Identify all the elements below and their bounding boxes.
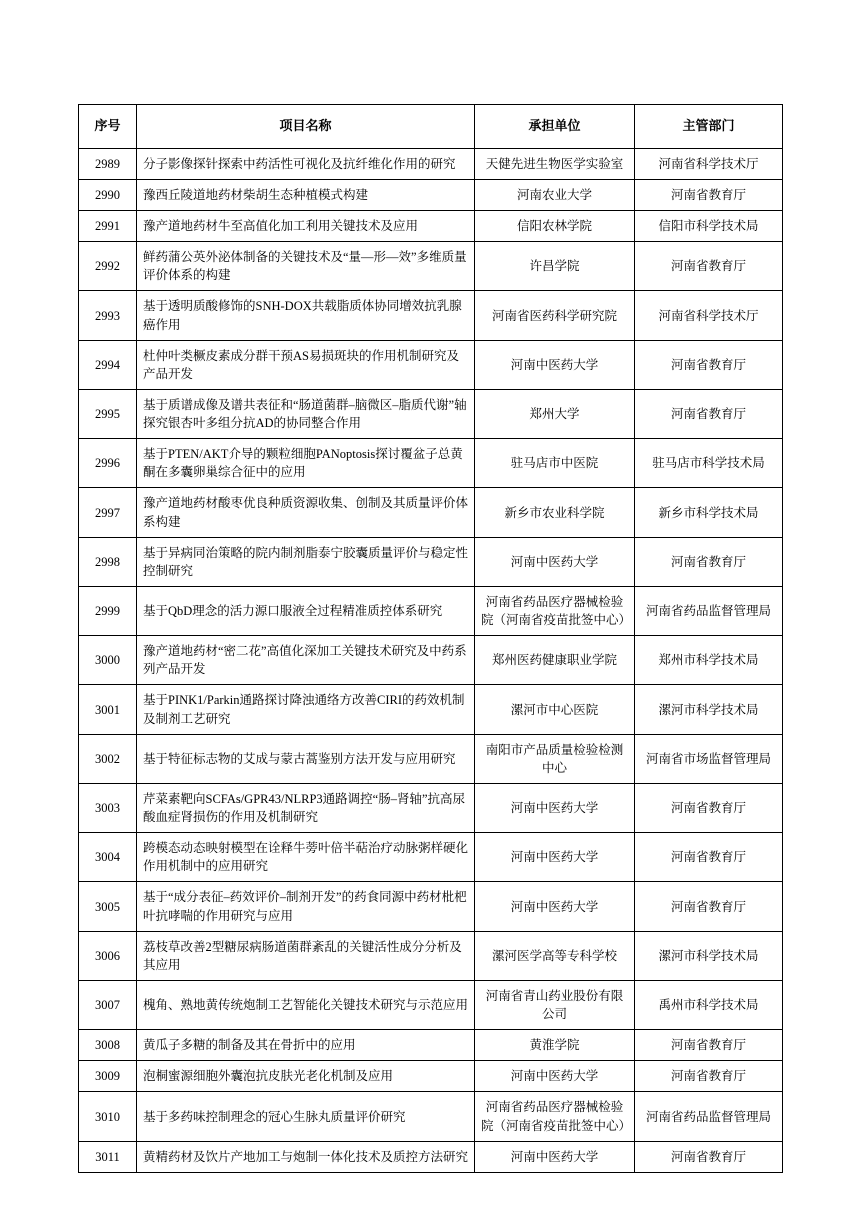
cell-no-text: 3003 — [95, 801, 120, 816]
cell-supervising-department-text: 郑州市科学技术局 — [658, 653, 759, 668]
cell-project-name — [137, 586, 475, 635]
cell-no-text: 2997 — [95, 505, 120, 520]
cell-no-text: 2993 — [95, 308, 120, 323]
cell-no-text: 2990 — [95, 187, 120, 202]
cell-supervising-department-text: 河南省教育厅 — [670, 357, 746, 372]
cell-no-text: 2992 — [95, 259, 120, 274]
cell-undertaking-unit-text: 新乡市农业科学院 — [504, 505, 605, 520]
cell-undertaking-unit — [475, 439, 635, 488]
cell-undertaking-unit-text: 漯河医学高等专科学校 — [491, 948, 617, 963]
table-row — [79, 734, 783, 783]
cell-project-name-text: 豫西丘陵道地药材柴胡生态种植模式构建 — [143, 187, 369, 202]
cell-undertaking-unit — [475, 1141, 635, 1172]
cell-supervising-department-text: 河南省教育厅 — [670, 1149, 746, 1164]
cell-project-name-text: 杜仲叶类橛皮素成分群干预AS易损斑块的作用机制研究及产品开发 — [143, 348, 459, 381]
cell-project-name — [137, 1141, 475, 1172]
cell-no — [79, 636, 137, 685]
cell-supervising-department-text: 河南省教育厅 — [670, 850, 746, 865]
cell-undertaking-unit-text: 河南中医药大学 — [510, 801, 599, 816]
cell-undertaking-unit — [475, 211, 635, 242]
column-header-no: 序号 — [79, 105, 137, 149]
cell-supervising-department — [635, 242, 783, 291]
cell-project-name — [137, 1030, 475, 1061]
cell-project-name-text: 分子影像探针探索中药活性可视化及抗纤维化作用的研究 — [143, 156, 456, 171]
cell-project-name — [137, 211, 475, 242]
cell-supervising-department-text: 河南省教育厅 — [670, 259, 746, 274]
cell-no — [79, 242, 137, 291]
cell-no — [79, 1141, 137, 1172]
cell-supervising-department-text: 河南省药品监督管理局 — [645, 1109, 771, 1124]
table-header-row — [79, 105, 783, 149]
cell-project-name — [137, 389, 475, 438]
cell-project-name-text: 鲜药蒲公英外泌体制备的关键技术及“量—形—效”多维质量评价体系的构建 — [143, 250, 467, 283]
cell-undertaking-unit — [475, 148, 635, 179]
cell-undertaking-unit-text: 黄淮学院 — [529, 1038, 580, 1053]
cell-project-name-text: 基于质谱成像及谱共表征和“肠道菌群–脑微区–脂质代谢”轴探究银杏叶多组分抗AD的协同整合作用 — [143, 397, 467, 431]
cell-project-name — [137, 179, 475, 210]
cell-supervising-department — [635, 439, 783, 488]
cell-no-text: 2994 — [95, 357, 120, 372]
cell-undertaking-unit-text: 南阳市产品质量检验检测中心 — [485, 742, 624, 775]
cell-project-name-text: 黄精药材及饮片产地加工与炮制一体化技术及质控方法研究 — [143, 1149, 469, 1164]
cell-project-name — [137, 537, 475, 586]
cell-project-name-text: 黄瓜子多糖的制备及其在骨折中的应用 — [143, 1038, 356, 1053]
cell-project-name-text: 基于PINK1/Parkin通路探讨降浊通络方改善CIRI的药效机制及制剂工艺研究 — [143, 693, 465, 726]
cell-supervising-department — [635, 833, 783, 882]
cell-no-text: 2998 — [95, 554, 120, 569]
table-row — [79, 931, 783, 980]
cell-undertaking-unit-text: 河南中医药大学 — [510, 1149, 599, 1164]
cell-undertaking-unit — [475, 242, 635, 291]
project-table — [78, 104, 783, 1173]
cell-supervising-department — [635, 211, 783, 242]
cell-project-name-text: 豫产道地药材牛至高值化加工利用关键技术及应用 — [143, 219, 419, 234]
cell-undertaking-unit — [475, 537, 635, 586]
cell-undertaking-unit — [475, 1061, 635, 1092]
cell-undertaking-unit — [475, 1092, 635, 1141]
table-row — [79, 833, 783, 882]
cell-supervising-department — [635, 1092, 783, 1141]
cell-no — [79, 783, 137, 832]
table-row — [79, 1141, 783, 1172]
cell-project-name-text: 芹菜素靶向SCFAs/GPR43/NLRP3通路调控“肠–肾轴”抗高尿酸血症肾损伤的作用及机制研究 — [143, 791, 466, 825]
cell-no — [79, 211, 137, 242]
cell-no-text: 3006 — [95, 948, 120, 963]
cell-project-name-text: 基于“成分表征–药效评价–制剂开发”的药食同源中药材枇杷叶抗哮喘的作用研究与应用 — [143, 890, 467, 923]
cell-project-name — [137, 833, 475, 882]
cell-supervising-department-text: 禹州市科学技术局 — [658, 998, 759, 1013]
cell-project-name — [137, 488, 475, 537]
table-row — [79, 1061, 783, 1092]
cell-undertaking-unit-text: 河南省青山药业股份有限公司 — [485, 988, 624, 1022]
cell-supervising-department-text: 河南省教育厅 — [670, 1038, 746, 1053]
cell-undertaking-unit — [475, 783, 635, 832]
table-row — [79, 488, 783, 537]
cell-no — [79, 931, 137, 980]
table-row — [79, 439, 783, 488]
table-row — [79, 636, 783, 685]
table-row — [79, 291, 783, 340]
cell-no-text: 3011 — [95, 1149, 120, 1164]
cell-project-name — [137, 685, 475, 734]
cell-undertaking-unit-text: 天健先进生物医学实验室 — [485, 156, 624, 171]
table-row — [79, 340, 783, 389]
cell-project-name-text: 豫产道地药材酸枣优良种质资源收集、创制及其质量评价体系构建 — [143, 496, 469, 529]
table-row — [79, 1030, 783, 1061]
cell-supervising-department — [635, 537, 783, 586]
cell-supervising-department — [635, 148, 783, 179]
cell-undertaking-unit — [475, 488, 635, 537]
cell-no — [79, 439, 137, 488]
cell-no — [79, 833, 137, 882]
cell-no-text: 3007 — [95, 998, 120, 1013]
cell-no-text: 3005 — [95, 899, 120, 914]
cell-project-name-text: 基于透明质酸修饰的SNH-DOX共载脂质体协同增效抗乳腺癌作用 — [143, 299, 462, 332]
cell-supervising-department — [635, 389, 783, 438]
cell-no-text: 3010 — [95, 1109, 120, 1124]
cell-supervising-department-text: 漯河市科学技术局 — [658, 702, 759, 717]
cell-no-text: 2991 — [95, 219, 120, 234]
cell-no — [79, 340, 137, 389]
cell-no — [79, 586, 137, 635]
cell-project-name — [137, 340, 475, 389]
cell-project-name — [137, 291, 475, 340]
cell-no — [79, 1030, 137, 1061]
cell-no — [79, 148, 137, 179]
cell-no-text: 2999 — [95, 604, 120, 619]
cell-supervising-department — [635, 783, 783, 832]
cell-undertaking-unit-text: 驻马店市中医院 — [510, 456, 599, 471]
cell-supervising-department — [635, 931, 783, 980]
cell-project-name-text: 基于QbD理念的活力源口服液全过程精准质控体系研究 — [143, 604, 443, 619]
cell-undertaking-unit — [475, 734, 635, 783]
table-row — [79, 179, 783, 210]
cell-no — [79, 685, 137, 734]
cell-supervising-department-text: 河南省科学技术厅 — [658, 308, 759, 323]
column-header-dept: 主管部门 — [635, 105, 783, 149]
table-row — [79, 980, 783, 1029]
cell-no-text: 3004 — [95, 850, 120, 865]
table-row — [79, 211, 783, 242]
cell-no — [79, 537, 137, 586]
cell-supervising-department-text: 河南省教育厅 — [670, 899, 746, 914]
cell-no-text: 3001 — [95, 702, 120, 717]
cell-project-name — [137, 931, 475, 980]
cell-supervising-department-text: 河南省科学技术厅 — [658, 156, 759, 171]
cell-supervising-department — [635, 291, 783, 340]
cell-undertaking-unit-text: 河南中医药大学 — [510, 357, 599, 372]
cell-no — [79, 882, 137, 931]
cell-no-text: 2995 — [95, 407, 120, 422]
cell-supervising-department — [635, 1061, 783, 1092]
cell-no — [79, 389, 137, 438]
table-body — [79, 148, 783, 1172]
cell-supervising-department-text: 河南省教育厅 — [670, 407, 746, 422]
cell-project-name — [137, 636, 475, 685]
cell-supervising-department-text: 河南省教育厅 — [670, 554, 746, 569]
cell-supervising-department — [635, 586, 783, 635]
cell-project-name-text: 基于异病同治策略的院内制剂脂泰宁胶囊质量评价与稳定性控制研究 — [143, 545, 469, 578]
cell-supervising-department — [635, 636, 783, 685]
table-row — [79, 882, 783, 931]
cell-undertaking-unit — [475, 179, 635, 210]
table-row — [79, 685, 783, 734]
cell-project-name — [137, 882, 475, 931]
cell-project-name — [137, 980, 475, 1029]
cell-project-name-text: 荔枝草改善2型糖尿病肠道菌群紊乱的关键活性成分分析及其应用 — [143, 939, 462, 972]
cell-project-name-text: 豫产道地药材“密二花”高值化深加工关键技术研究及中药系列产品开发 — [143, 644, 467, 677]
cell-undertaking-unit-text: 郑州医药健康职业学院 — [491, 653, 617, 668]
cell-no-text: 3009 — [95, 1069, 120, 1084]
cell-no-text: 2996 — [95, 456, 120, 471]
cell-supervising-department-text: 漯河市科学技术局 — [658, 948, 759, 963]
table-row — [79, 537, 783, 586]
cell-undertaking-unit-text: 河南中医药大学 — [510, 899, 599, 914]
cell-undertaking-unit-text: 河南农业大学 — [516, 187, 592, 202]
cell-supervising-department-text: 河南省教育厅 — [670, 801, 746, 816]
column-header-unit: 承担单位 — [475, 105, 635, 149]
table-row — [79, 783, 783, 832]
table-row — [79, 148, 783, 179]
cell-undertaking-unit-text: 许昌学院 — [529, 259, 580, 274]
cell-supervising-department — [635, 685, 783, 734]
cell-undertaking-unit — [475, 1030, 635, 1061]
cell-supervising-department-text: 河南省市场监督管理局 — [645, 751, 771, 766]
cell-project-name — [137, 1061, 475, 1092]
cell-undertaking-unit-text: 郑州大学 — [529, 407, 580, 422]
cell-supervising-department-text: 信阳市科学技术局 — [658, 219, 759, 234]
cell-no — [79, 980, 137, 1029]
cell-no — [79, 1092, 137, 1141]
cell-no-text: 2989 — [95, 156, 120, 171]
cell-undertaking-unit — [475, 980, 635, 1029]
cell-undertaking-unit-text: 河南中医药大学 — [510, 850, 599, 865]
cell-supervising-department-text: 驻马店市科学技术局 — [652, 456, 765, 471]
cell-supervising-department — [635, 1030, 783, 1061]
cell-undertaking-unit — [475, 882, 635, 931]
cell-no — [79, 179, 137, 210]
cell-undertaking-unit — [475, 685, 635, 734]
table-row — [79, 389, 783, 438]
cell-supervising-department — [635, 882, 783, 931]
cell-supervising-department — [635, 179, 783, 210]
cell-undertaking-unit — [475, 931, 635, 980]
cell-undertaking-unit — [475, 291, 635, 340]
table-row — [79, 242, 783, 291]
cell-undertaking-unit — [475, 833, 635, 882]
cell-no — [79, 291, 137, 340]
cell-supervising-department — [635, 340, 783, 389]
cell-no-text: 3008 — [95, 1038, 120, 1053]
cell-supervising-department-text: 河南省教育厅 — [670, 187, 746, 202]
cell-project-name — [137, 148, 475, 179]
cell-undertaking-unit-text: 河南中医药大学 — [510, 1069, 599, 1084]
cell-project-name-text: 跨模态动态映射模型在诠释牛蒡叶倍半萜治疗动脉粥样硬化作用机制中的应用研究 — [143, 841, 469, 874]
cell-project-name-text: 基于PTEN/AKT介导的颗粒细胞PANoptosis探讨覆盆子总黄酮在多囊卵巢综合征中的应用 — [143, 447, 463, 480]
cell-project-name — [137, 439, 475, 488]
column-header-name: 项目名称 — [137, 105, 475, 149]
cell-undertaking-unit-text: 河南中医药大学 — [510, 554, 599, 569]
cell-no-text: 3002 — [95, 751, 120, 766]
table-row — [79, 1092, 783, 1141]
cell-project-name — [137, 1092, 475, 1141]
cell-undertaking-unit — [475, 636, 635, 685]
cell-project-name-text: 基于特征标志物的艾成与蒙古蒿鉴别方法开发与应用研究 — [143, 751, 456, 766]
cell-supervising-department — [635, 1141, 783, 1172]
cell-undertaking-unit-text: 信阳农林学院 — [516, 219, 592, 234]
cell-project-name-text: 基于多药味控制理念的冠心生脉丸质量评价研究 — [143, 1109, 406, 1124]
cell-no-text: 3000 — [95, 653, 120, 668]
cell-project-name — [137, 734, 475, 783]
cell-supervising-department — [635, 734, 783, 783]
table-row — [79, 586, 783, 635]
cell-supervising-department — [635, 488, 783, 537]
cell-supervising-department-text: 河南省教育厅 — [670, 1069, 746, 1084]
cell-no — [79, 1061, 137, 1092]
cell-no — [79, 734, 137, 783]
cell-project-name — [137, 783, 475, 832]
cell-supervising-department-text: 河南省药品监督管理局 — [645, 604, 771, 619]
cell-undertaking-unit-text: 河南省药品医疗器械检验院（河南省疫苗批签中心） — [481, 594, 632, 628]
cell-supervising-department — [635, 980, 783, 1029]
cell-undertaking-unit — [475, 340, 635, 389]
cell-undertaking-unit-text: 河南省药品医疗器械检验院（河南省疫苗批签中心） — [481, 1100, 632, 1133]
cell-project-name-text: 泡桐蜜源细胞外囊泡抗皮肤光老化机制及应用 — [143, 1069, 394, 1084]
cell-undertaking-unit-text: 漯河市中心医院 — [510, 702, 599, 717]
cell-supervising-department-text: 新乡市科学技术局 — [658, 505, 759, 520]
cell-no — [79, 488, 137, 537]
cell-project-name-text: 槐角、熟地黄传统炮制工艺智能化关键技术研究与示范应用 — [143, 998, 469, 1013]
cell-project-name — [137, 242, 475, 291]
cell-undertaking-unit-text: 河南省医药科学研究院 — [491, 308, 617, 323]
cell-undertaking-unit — [475, 586, 635, 635]
cell-undertaking-unit — [475, 389, 635, 438]
